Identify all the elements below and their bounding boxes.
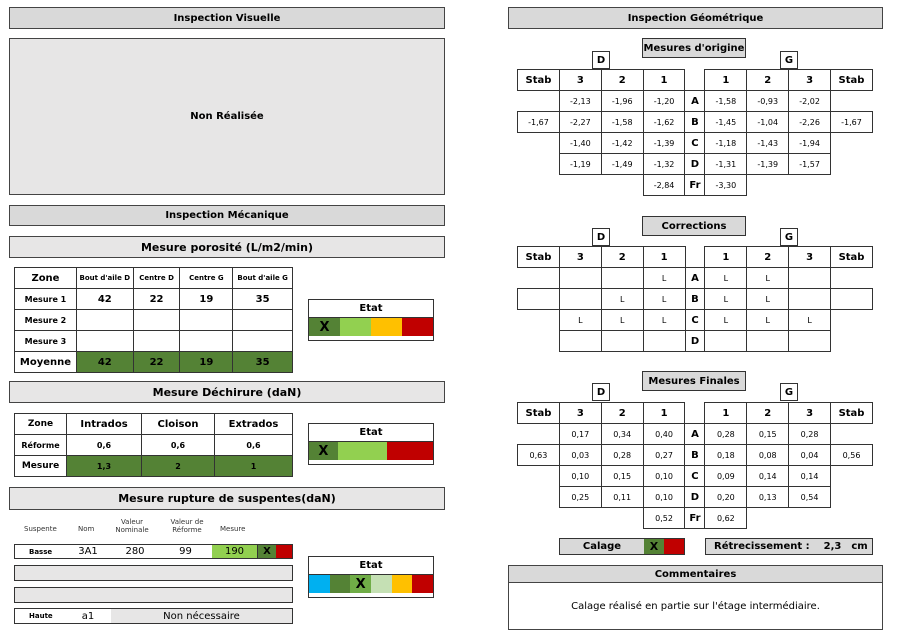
row-label: Moyenne xyxy=(15,352,77,373)
moyenne-cell: 22 xyxy=(133,352,180,373)
table-cell: 0,28 xyxy=(789,424,831,445)
row-label: Haute xyxy=(29,612,53,620)
empty-cell xyxy=(830,175,872,196)
haute-status: Non nécessaire xyxy=(111,609,292,623)
table-cell: -1,58 xyxy=(601,112,643,133)
fr-row xyxy=(518,508,873,529)
row-letter: B xyxy=(685,112,705,133)
row-label: Mesure xyxy=(15,456,67,477)
etat-label: Etat xyxy=(309,557,433,575)
table-cell: -2,84 xyxy=(643,175,685,196)
col-header: 3 xyxy=(789,247,831,268)
table-cell: 0,10 xyxy=(559,466,601,487)
col-header: 1 xyxy=(643,247,685,268)
dechirure-header-cell: Extrados xyxy=(215,414,293,435)
etat-swatch xyxy=(338,442,387,460)
table-row xyxy=(518,331,873,352)
table-cell: L xyxy=(789,310,831,331)
suspente-basse-row xyxy=(14,544,293,559)
porosite-title: Mesure porosité (L/m2/min) xyxy=(140,240,314,254)
etat-scale xyxy=(309,442,433,460)
col-header-spacer xyxy=(685,70,705,91)
table-cell: -1,45 xyxy=(705,112,747,133)
table-cell: 0,13 xyxy=(747,487,789,508)
col-header: 2 xyxy=(601,403,643,424)
etat-swatch xyxy=(340,318,371,336)
moyenne-row xyxy=(15,352,293,373)
table-cell: -1,42 xyxy=(601,133,643,154)
basse-mark: X xyxy=(257,545,276,558)
origine-title xyxy=(642,38,746,58)
col-header: 3 xyxy=(789,403,831,424)
table-cell: L xyxy=(747,289,789,310)
table-cell: L xyxy=(705,289,747,310)
mesure-cell: 2 xyxy=(142,456,215,477)
table-cell xyxy=(831,268,873,289)
table-cell xyxy=(831,310,873,331)
commentaires-header xyxy=(508,565,883,583)
visual-status: Non Réalisée xyxy=(190,111,264,122)
row-letter: D xyxy=(685,154,705,175)
corrections-table xyxy=(517,246,873,352)
table-cell xyxy=(518,289,560,310)
visual-title: Inspection Visuelle xyxy=(173,12,281,24)
table-cell: 0,56 xyxy=(831,445,873,466)
table-cell: -1,49 xyxy=(601,154,643,175)
etat-swatch xyxy=(371,318,402,336)
table-cell: 0,14 xyxy=(747,466,789,487)
col-header: 3 xyxy=(789,70,831,91)
table-cell: 0,15 xyxy=(601,466,643,487)
column-header: Valeur de Réforme xyxy=(170,518,204,534)
porosite-header-cell: Bout d'aile G xyxy=(233,268,293,289)
suspentes-header xyxy=(9,487,445,510)
moyenne-cell: 42 xyxy=(76,352,133,373)
nominale-cell: 280 xyxy=(125,546,145,557)
empty-cell xyxy=(747,508,789,529)
row-letter: D xyxy=(685,331,705,352)
table-row xyxy=(15,435,293,456)
col-header: 2 xyxy=(747,247,789,268)
col-header: Stab xyxy=(518,247,560,268)
visual-header xyxy=(9,7,445,29)
empty-cell xyxy=(559,508,601,529)
etat-swatch xyxy=(392,575,413,593)
etat-swatch xyxy=(402,318,433,336)
table-cell: 0,10 xyxy=(643,466,685,487)
origine-title-text: Mesures d'origine xyxy=(643,42,745,54)
empty-cell xyxy=(518,175,560,196)
table-cell: -1,19 xyxy=(559,154,601,175)
table-cell: -1,96 xyxy=(601,91,643,112)
table-cell: 0,03 xyxy=(559,445,601,466)
row-letter: A xyxy=(685,268,705,289)
table-cell xyxy=(601,331,643,352)
retrecissement-label: Rétrecissement : xyxy=(714,541,810,552)
geometrique-header xyxy=(508,7,883,29)
table-cell xyxy=(518,466,560,487)
suspentes-etat xyxy=(308,556,434,598)
table-cell xyxy=(133,331,180,352)
table-cell: 0,28 xyxy=(705,424,747,445)
dechirure-table xyxy=(14,413,293,477)
table-cell: 0,14 xyxy=(789,466,831,487)
table-cell: L xyxy=(705,310,747,331)
table-cell: 0,04 xyxy=(789,445,831,466)
table-cell: 0,15 xyxy=(747,424,789,445)
table-row xyxy=(518,424,873,445)
table-row xyxy=(15,310,293,331)
table-cell: 0,11 xyxy=(601,487,643,508)
etat-swatch xyxy=(412,575,433,593)
suspentes-column-headers xyxy=(14,517,294,541)
table-row xyxy=(518,466,873,487)
origine-table xyxy=(517,69,873,196)
calage-red-swatch xyxy=(664,539,684,554)
basse-red-swatch xyxy=(276,545,292,558)
col-header: 3 xyxy=(559,247,601,268)
row-label: Mesure 3 xyxy=(15,331,77,352)
etat-mark: X xyxy=(355,576,366,592)
table-cell xyxy=(518,154,560,175)
table-cell: -0,93 xyxy=(747,91,789,112)
table-cell: L xyxy=(747,310,789,331)
porosite-table xyxy=(14,267,293,373)
empty-cell xyxy=(601,508,643,529)
empty-cell xyxy=(831,508,873,529)
table-cell xyxy=(233,331,293,352)
table-cell xyxy=(831,331,873,352)
table-cell xyxy=(559,289,601,310)
table-cell xyxy=(518,268,560,289)
column-header: Valeur Nominale xyxy=(115,518,149,534)
row-letter: C xyxy=(685,310,705,331)
table-cell: 0,10 xyxy=(643,487,685,508)
col-header: 3 xyxy=(559,403,601,424)
calage-label: Calage xyxy=(582,541,622,552)
table-cell xyxy=(747,331,789,352)
retrecissement-unit: cm xyxy=(851,541,868,552)
empty-cell xyxy=(747,175,789,196)
row-letter: D xyxy=(685,487,705,508)
table-cell xyxy=(180,310,233,331)
table-cell xyxy=(789,289,831,310)
col-header: 3 xyxy=(559,70,601,91)
table-cell: -1,18 xyxy=(705,133,747,154)
table-cell xyxy=(518,424,560,445)
table-cell: 0,54 xyxy=(789,487,831,508)
table-cell: -2,02 xyxy=(789,91,831,112)
table-cell: -1,62 xyxy=(643,112,685,133)
table-row xyxy=(518,445,873,466)
col-header: 2 xyxy=(747,70,789,91)
table-cell xyxy=(789,331,831,352)
table-cell: -1,94 xyxy=(789,133,831,154)
finales-title xyxy=(642,371,746,391)
retrecissement-box xyxy=(705,538,873,555)
table-cell: -1,40 xyxy=(559,133,601,154)
col-header: 1 xyxy=(643,70,685,91)
table-cell: 35 xyxy=(233,289,293,310)
porosite-header-cell: Zone xyxy=(15,268,77,289)
col-header: 2 xyxy=(601,247,643,268)
table-cell: 0,28 xyxy=(601,445,643,466)
table-cell xyxy=(831,487,873,508)
col-header: Stab xyxy=(518,403,560,424)
table-row xyxy=(518,154,873,175)
commentaires-box xyxy=(508,582,883,630)
table-cell xyxy=(518,91,560,112)
table-cell xyxy=(518,331,560,352)
visual-status-box xyxy=(9,38,445,195)
table-cell xyxy=(789,268,831,289)
side-g-label: G xyxy=(780,228,798,246)
table-cell: 0,6 xyxy=(142,435,215,456)
col-header-spacer xyxy=(685,403,705,424)
suspentes-title: Mesure rupture de suspentes(daN) xyxy=(118,492,336,505)
calage-box xyxy=(559,538,685,555)
col-header: Stab xyxy=(830,70,872,91)
table-cell xyxy=(180,331,233,352)
col-header: Stab xyxy=(831,247,873,268)
mesure-cell: 190 xyxy=(212,545,257,558)
table-cell: 0,18 xyxy=(705,445,747,466)
row-letter: B xyxy=(685,289,705,310)
mecanique-header xyxy=(9,205,445,226)
table-cell: L xyxy=(643,268,685,289)
porosite-header-cell: Bout d'aile D xyxy=(76,268,133,289)
col-header: Stab xyxy=(831,403,873,424)
table-cell xyxy=(133,310,180,331)
column-header: Nom xyxy=(78,525,95,533)
table-cell xyxy=(831,289,873,310)
row-letter: Fr xyxy=(685,508,705,529)
table-cell xyxy=(518,133,560,154)
porosite-header-cell: Centre D xyxy=(133,268,180,289)
table-cell: 0,08 xyxy=(747,445,789,466)
table-cell: -2,27 xyxy=(559,112,601,133)
table-cell: -1,32 xyxy=(643,154,685,175)
etat-swatch xyxy=(330,575,351,593)
side-d-label: D xyxy=(592,383,610,401)
table-cell: L xyxy=(601,310,643,331)
table-cell: 0,27 xyxy=(643,445,685,466)
table-cell xyxy=(830,91,872,112)
corrections-title-text: Corrections xyxy=(661,220,727,232)
row-label: Réforme xyxy=(15,435,67,456)
table-row xyxy=(15,456,293,477)
table-cell: -2,13 xyxy=(559,91,601,112)
commentaires-text: Calage réalisé en partie sur l'étage intermédiaire. xyxy=(571,600,820,612)
table-cell: L xyxy=(747,268,789,289)
table-cell: L xyxy=(643,289,685,310)
etat-swatch xyxy=(350,575,371,593)
etat-swatch xyxy=(387,442,433,460)
table-cell: -1,39 xyxy=(747,154,789,175)
finales-title-text: Mesures Finales xyxy=(648,375,740,387)
table-cell: 0,40 xyxy=(643,424,685,445)
table-cell: 0,09 xyxy=(705,466,747,487)
table-cell: -1,57 xyxy=(789,154,831,175)
retrecissement-value: 2,3 xyxy=(823,541,842,552)
geometrique-title: Inspection Géométrique xyxy=(627,12,764,24)
table-cell xyxy=(643,331,685,352)
suspente-empty-row xyxy=(14,587,293,603)
empty-cell xyxy=(518,508,560,529)
suspente-empty-row xyxy=(14,565,293,581)
row-label: Mesure 1 xyxy=(15,289,77,310)
etat-swatch xyxy=(371,575,392,593)
table-cell: 0,20 xyxy=(705,487,747,508)
porosite-header xyxy=(9,236,445,258)
col-header: Stab xyxy=(518,70,560,91)
fr-row xyxy=(518,175,873,196)
table-row xyxy=(15,289,293,310)
table-cell xyxy=(601,268,643,289)
etat-swatch xyxy=(309,442,338,460)
table-cell: 0,62 xyxy=(705,508,747,529)
dechirure-etat xyxy=(308,423,434,465)
porosite-etat xyxy=(308,299,434,341)
table-cell xyxy=(830,154,872,175)
table-row xyxy=(518,112,873,133)
table-cell xyxy=(233,310,293,331)
corrections-title xyxy=(642,216,746,236)
col-header: 1 xyxy=(705,403,747,424)
calage-mark: X xyxy=(644,539,664,554)
col-header: 1 xyxy=(705,247,747,268)
table-cell: -1,20 xyxy=(643,91,685,112)
table-cell xyxy=(76,310,133,331)
table-cell xyxy=(518,310,560,331)
table-row xyxy=(518,91,873,112)
table-cell: -1,43 xyxy=(747,133,789,154)
table-cell: 0,6 xyxy=(67,435,142,456)
table-row xyxy=(518,310,873,331)
side-g-label: G xyxy=(780,51,798,69)
table-cell: 0,52 xyxy=(643,508,685,529)
finales-table xyxy=(517,402,873,529)
table-cell: 0,25 xyxy=(559,487,601,508)
table-row xyxy=(518,133,873,154)
dechirure-header-cell: Zone xyxy=(15,414,67,435)
table-cell: -1,67 xyxy=(830,112,872,133)
empty-cell xyxy=(601,175,643,196)
mesure-cell: 1 xyxy=(215,456,293,477)
table-cell: L xyxy=(705,268,747,289)
col-header: 2 xyxy=(747,403,789,424)
row-letter: Fr xyxy=(685,175,705,196)
table-cell: 0,34 xyxy=(601,424,643,445)
table-cell: -1,67 xyxy=(518,112,560,133)
etat-mark: X xyxy=(318,443,329,459)
empty-cell xyxy=(789,508,831,529)
table-cell xyxy=(518,487,560,508)
moyenne-cell: 35 xyxy=(233,352,293,373)
row-letter: C xyxy=(685,466,705,487)
etat-mark: X xyxy=(319,319,330,335)
table-row xyxy=(15,331,293,352)
table-cell xyxy=(831,424,873,445)
table-cell xyxy=(76,331,133,352)
etat-swatch xyxy=(309,575,330,593)
etat-scale xyxy=(309,318,433,336)
suspente-haute-row xyxy=(14,608,293,624)
row-letter: A xyxy=(685,91,705,112)
etat-scale xyxy=(309,575,433,593)
table-row xyxy=(518,289,873,310)
etat-label: Etat xyxy=(309,424,433,442)
row-label: Basse xyxy=(29,547,53,556)
col-header: 1 xyxy=(643,403,685,424)
table-cell: -1,31 xyxy=(705,154,747,175)
table-cell xyxy=(831,466,873,487)
etat-swatch xyxy=(309,318,340,336)
col-header: 2 xyxy=(601,70,643,91)
column-header: Suspente xyxy=(24,525,57,533)
table-cell: -1,04 xyxy=(747,112,789,133)
table-cell: -1,39 xyxy=(643,133,685,154)
dechirure-header-cell: Cloison xyxy=(142,414,215,435)
col-header-spacer xyxy=(685,247,705,268)
empty-cell xyxy=(789,175,831,196)
empty-cell xyxy=(559,175,601,196)
nom-cell: 3A1 xyxy=(78,546,98,557)
table-cell: 19 xyxy=(180,289,233,310)
row-label: Mesure 2 xyxy=(15,310,77,331)
dechirure-title: Mesure Déchirure (daN) xyxy=(152,385,302,399)
table-cell xyxy=(705,331,747,352)
dechirure-header xyxy=(9,381,445,403)
table-cell: 42 xyxy=(76,289,133,310)
nom-cell: a1 xyxy=(81,610,95,622)
etat-label: Etat xyxy=(309,300,433,318)
table-cell: 0,17 xyxy=(559,424,601,445)
table-row xyxy=(518,268,873,289)
table-cell xyxy=(559,268,601,289)
table-cell: L xyxy=(559,310,601,331)
table-cell: 0,6 xyxy=(215,435,293,456)
table-row xyxy=(518,487,873,508)
porosite-header-cell: Centre G xyxy=(180,268,233,289)
mesure-cell: 1,3 xyxy=(67,456,142,477)
side-g-label: G xyxy=(780,383,798,401)
row-letter: C xyxy=(685,133,705,154)
table-cell: L xyxy=(643,310,685,331)
table-cell: -1,58 xyxy=(705,91,747,112)
table-cell: L xyxy=(601,289,643,310)
table-cell: -3,30 xyxy=(705,175,747,196)
table-cell: -2,26 xyxy=(789,112,831,133)
row-letter: A xyxy=(685,424,705,445)
reforme-cell: 99 xyxy=(179,546,192,557)
dechirure-header-cell: Intrados xyxy=(67,414,142,435)
row-letter: B xyxy=(685,445,705,466)
mecanique-title: Inspection Mécanique xyxy=(165,210,289,221)
moyenne-cell: 19 xyxy=(180,352,233,373)
side-d-label: D xyxy=(592,51,610,69)
col-header: 1 xyxy=(705,70,747,91)
commentaires-title: Commentaires xyxy=(654,568,737,580)
column-header: Mesure xyxy=(220,525,246,533)
side-d-label: D xyxy=(592,228,610,246)
table-cell: 0,63 xyxy=(518,445,560,466)
table-cell xyxy=(559,331,601,352)
table-cell: 22 xyxy=(133,289,180,310)
table-cell xyxy=(830,133,872,154)
